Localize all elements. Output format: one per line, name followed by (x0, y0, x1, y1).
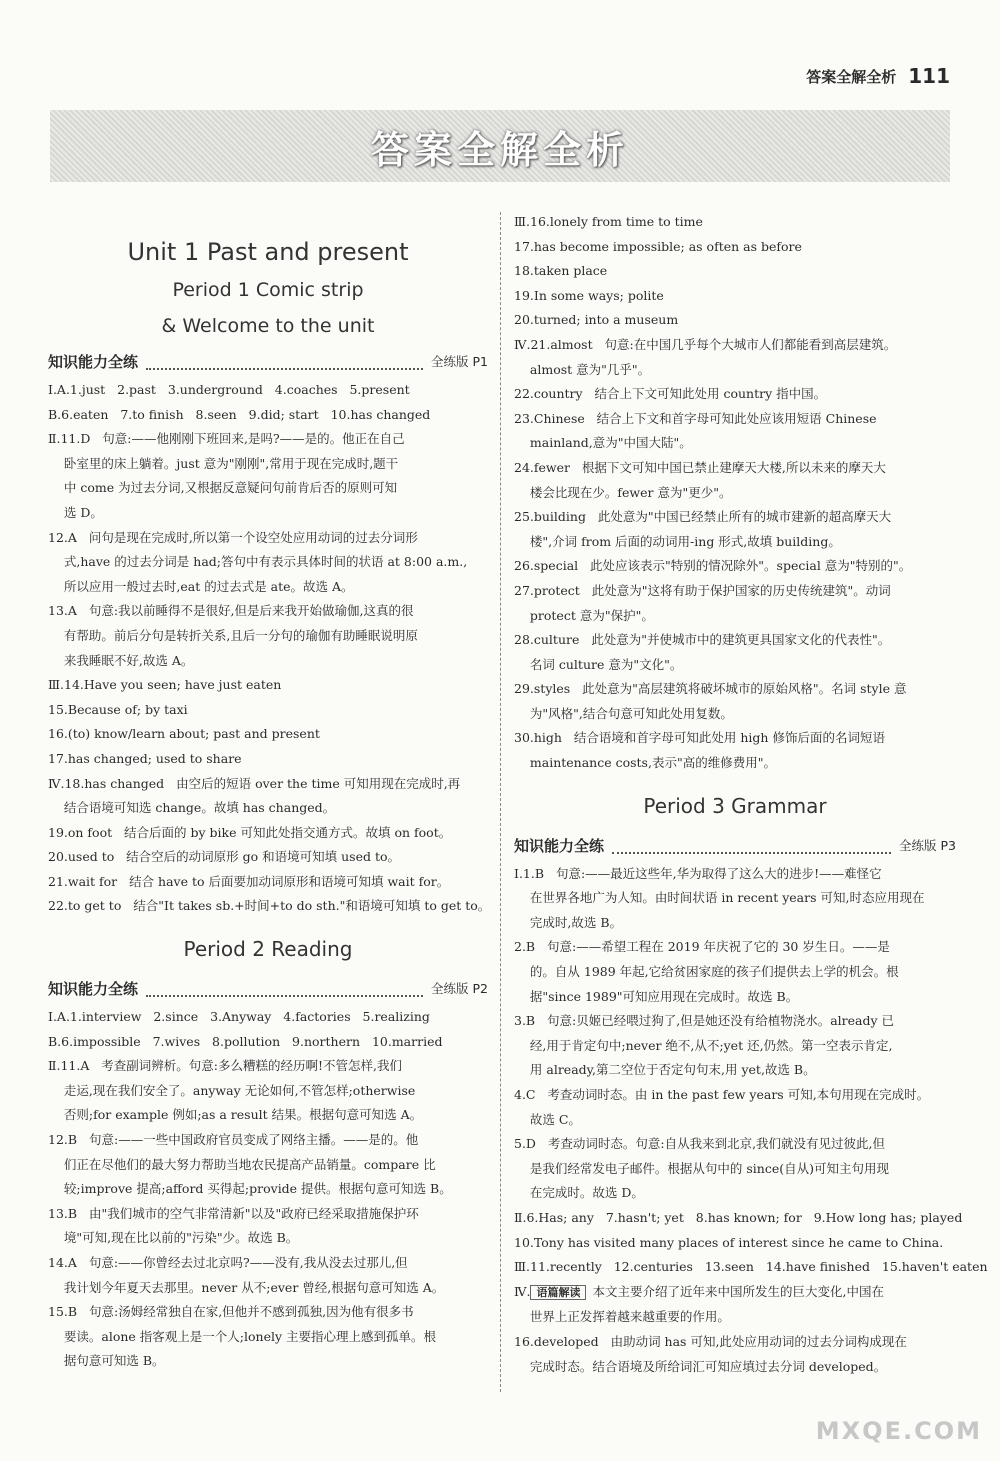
section-ref: 全练版 P1 (431, 354, 488, 370)
answer-line: Ⅲ.14.Have you seen; have just eaten (48, 677, 282, 693)
period3-title: Period 3 Grammar (643, 793, 827, 818)
answer-line: 来我睡眠不好,故选 A。 (48, 652, 194, 668)
answer-line: Ⅱ.6.Has; any 7.hasn't; yet 8.has known; for 9.How long has; played (514, 1209, 963, 1225)
answer-line: 26.special 此处应该表示"特别的情况除外"。special 意为"特别的"。 (514, 558, 912, 574)
answer-line: 在完成时。故选 D。 (514, 1185, 644, 1201)
answer-line: 式,have 的过去分词是 had;答句中有表示具体时间的状语 at 8:00 a.m., (48, 554, 468, 570)
answer-line: Ⅰ.A.1.just 2.past 3.underground 4.coaches 5.present (48, 382, 410, 397)
answer-line: 14.A 句意:——你曾经去过北京吗?——没有,我从没去过那儿,但 (48, 1255, 408, 1270)
answer-line: Ⅱ.11.A 考查副词辨析。句意:多么糟糕的经历啊!不管怎样,我们 (48, 1058, 403, 1074)
leader-dots (612, 852, 891, 854)
answer-line: 们正在尽他们的最大努力帮助当地农民提高产品销量。compare 比 (48, 1156, 436, 1172)
answer-line: 是我们经常发电子邮件。根据从句中的 since(自从)可知主句用现 (514, 1160, 889, 1176)
answer-line: 完成时态。结合语境及所给词汇可知应填过去分词 developed。 (514, 1358, 887, 1374)
answer-line: 21.wait for 结合 have to 后面要加动词原形和语境可知填 wait for。 (48, 873, 450, 889)
answer-line: 15.Because of; by taxi (48, 701, 188, 717)
answer-line: 5.D 考查动词时态。句意:自从我来到北京,我们就没有见过彼此,但 (514, 1136, 886, 1152)
answer-line: 楼",介词 from 后面的动词用-ing 形式,故填 building。 (514, 533, 841, 549)
period2-title: Period 2 Reading (183, 937, 353, 962)
leader-dots (146, 368, 423, 370)
reading-tag: 语篇解读 (530, 1285, 586, 1300)
page-number: 111 (908, 64, 950, 88)
answer-line: protect 意为"保护"。 (514, 607, 654, 623)
answer-line: 17.has changed; used to share (48, 750, 242, 766)
answer-line: Ⅳ.18.has changed 由空后的短语 over the time 可知用现在完成时,再 (48, 775, 461, 791)
answer-line: 境"可知,现在比以前的"污染"少。故选 B。 (48, 1230, 299, 1246)
answer-line: 25.building 此处意为"中国已经禁止所有的城市建新的超高摩天大 (514, 509, 892, 525)
section-header (48, 976, 488, 1002)
answer-line: 所以应用一般过去时,eat 的过去式是 ate。故选 A。 (48, 578, 354, 594)
answer-line: 3.B 句意:贝姬已经喂过狗了,但是她还没有给植物浇水。already 已 (514, 1013, 895, 1029)
answer-line: 13.A 句意:我以前睡得不是很好,但是后来我开始做瑜伽,这真的很 (48, 603, 414, 619)
answer-line: 30.high 结合语境和首字母可知此处用 high 修饰后面的名词短语 (514, 730, 885, 746)
answer-line: 用 already,第二空位于否定句句末,用 yet,故选 B。 (514, 1062, 816, 1078)
section-header (48, 349, 488, 375)
answer-line: 17.has become impossible; as often as before (514, 238, 802, 254)
answer-line: 4.C 考查动词时态。由 in the past few years 可知,本句用现在完成时。 (514, 1087, 930, 1102)
answer-line: 在世界各地广为人知。由时间状语 in recent years 可知,时态应用现在 (514, 890, 925, 906)
answer-list-p1 (48, 378, 491, 919)
answer-line: Ⅰ.A.1.interview 2.since 3.Anyway 4.factories 5.realizing (48, 1009, 430, 1025)
answer-line: 16.developed 由助动词 has 可知,此处应用动词的过去分词构成现在 (514, 1333, 907, 1349)
leader-dots (146, 995, 423, 997)
answer-line: 16.(to) know/learn about; past and present (48, 726, 320, 742)
answer-line: 23.Chinese 结合上下文和首字母可知此处应该用短语 Chinese (514, 410, 877, 426)
answer-line: 19.In some ways; polite (514, 287, 664, 303)
answer-line: Ⅱ.11.D 句意:——他刚刚下班回来,是吗?——是的。他正在自己 (48, 431, 405, 447)
left-column (48, 210, 491, 1374)
answer-line: 12.A 问句是现在完成时,所以第一个设空处应用动词的过去分词形 (48, 529, 418, 545)
answer-line: maintenance costs,表示"高的维修费用"。 (514, 755, 776, 771)
answer-line: 较;improve 提高;afford 买得起;provide 提供。根据句意可知选 B。 (48, 1181, 452, 1197)
answer-line: 选 D。 (48, 504, 103, 520)
answer-line: 结合语境可知选 change。故填 has changed。 (48, 800, 336, 816)
banner-title: 答案全解全析 (370, 127, 629, 172)
section-label: 知识能力全练 (514, 837, 605, 856)
answer-line: 19.on foot 结合后面的 by bike 可知此处指交通方式。故填 on foot。 (48, 824, 452, 840)
title-banner (50, 110, 950, 182)
unit-title: Unit 1 Past and present (127, 238, 409, 266)
answer-line: mainland,意为"中国大陆"。 (514, 435, 692, 451)
answer-line: 27.protect 此处意为"这将有助于保护国家的历史传统建筑"。动词 (514, 582, 891, 598)
answer-list-p3-tail (514, 1330, 956, 1379)
answer-line: 卧室里的床上躺着。just 意为"刚刚",常用于现在完成时,题干 (48, 455, 399, 471)
section-ref: 全练版 P2 (431, 981, 488, 997)
answer-line: 楼会比现在少。fewer 意为"更少"。 (514, 484, 732, 500)
right-column (514, 210, 988, 1379)
answer-line: 10.Tony has visited many places of interest since he came to China. (514, 1234, 944, 1250)
answer-line: 20.turned; into a museum (514, 312, 679, 328)
answer-line: 的。自从 1989 年起,它给贫困家庭的孩子们提供去上学的机会。根 (514, 964, 899, 980)
answer-line: 中 come 为过去分词,又根据反意疑问句前肯后否的原则可知 (48, 480, 398, 496)
section-label: 知识能力全练 (48, 980, 139, 999)
answer-line: 否则;for example 例如;as a result 结果。根据句意可知选 A。 (48, 1107, 423, 1123)
reading-text: 本文主要介绍了近年来中国所发生的巨大变化,中国在 (592, 1283, 884, 1299)
answer-line: 经,用于肯定句中;never 绝不,从不;yet 还,仍然。第一空表示肯定, (514, 1037, 893, 1053)
answer-line: B.6.impossible 7.wives 8.pollution 9.northern 10.married (48, 1033, 443, 1049)
answer-line: 走运,现在我们安全了。anyway 无论如何,不管怎样;otherwise (48, 1082, 416, 1098)
answer-list-p2-cont (514, 210, 956, 776)
reading-prefix: Ⅳ. (514, 1283, 531, 1299)
answer-line: 28.culture 此处意为"并使城市中的建筑更具国家文化的代表性"。 (514, 632, 891, 648)
answer-list-p2 (48, 1005, 488, 1374)
answer-line: Ⅰ.1.B 句意:——最近这些年,华为取得了这么大的进步!——难怪它 (514, 865, 882, 881)
answer-line: 15.B 句意:汤姆经常独自在家,但他并不感到孤独,因为他有很多书 (48, 1304, 414, 1320)
answer-line: Ⅲ.16.lonely from time to time (514, 214, 703, 229)
answer-line: 22.country 结合上下文可知此处用 country 指中国。 (514, 386, 827, 402)
answer-line: almost 意为"几乎"。 (514, 361, 651, 377)
answer-list-p3 (514, 862, 988, 1280)
answer-line: 20.used to 结合空后的动词原形 go 和语境可知填 used to。 (48, 849, 401, 865)
column-divider (500, 212, 501, 1392)
answer-line: 据句意可知选 B。 (48, 1353, 165, 1369)
answer-line: 13.B 由"我们城市的空气非常清新"以及"政府已经采取措施保护环 (48, 1205, 419, 1221)
answer-line: 有帮助。前后分句是转折关系,且后一分句的瑜伽有助睡眠说明原 (48, 627, 418, 643)
section-ref: 全练版 P3 (899, 838, 956, 854)
answer-line: Ⅳ.21.almost 句意:在中国几乎每个大城市人们都能看到高层建筑。 (514, 336, 897, 352)
answer-line: 名词 culture 意为"文化"。 (514, 656, 683, 672)
answer-line: 12.B 句意:——一些中国政府官员变成了网络主播。——是的。他 (48, 1132, 419, 1148)
section-header (514, 833, 956, 859)
answer-line: 我计划今年夏天去那里。never 从不;ever 曾经,根据句意可知选 A。 (48, 1279, 445, 1295)
watermark: MXQE.COM (815, 1417, 982, 1445)
answer-line: 29.styles 此处意为"高层建筑将破坏城市的原始风格"。名词 style 意 (514, 681, 907, 697)
answer-line: Ⅲ.11.recently 12.centuries 13.seen 14.have finished 15.haven't eaten (514, 1259, 988, 1275)
page-header (806, 64, 950, 88)
period1-title: Period 1 Comic strip (172, 279, 364, 301)
answer-line: 22.to get to 结合"It takes sb.+时间+to do sth."和语境可知填 to get to。 (48, 898, 491, 914)
answer-line: 2.B 句意:——希望工程在 2019 年庆祝了它的 30 岁生日。——是 (514, 939, 890, 955)
answer-line: 故选 C。 (514, 1111, 581, 1127)
answer-line: 完成时,故选 B。 (514, 914, 623, 930)
period1-subtitle: & Welcome to the unit (161, 315, 375, 337)
answer-line: 要读。alone 指客观上是一个人;lonely 主要指心理上感到孤单。根 (48, 1328, 437, 1344)
answer-line: 据"since 1989"可知应用现在完成时。故选 B。 (514, 988, 799, 1004)
answer-line: 24.fewer 根据下文可知中国已禁止建摩天大楼,所以未来的摩天大 (514, 459, 886, 475)
reading-line (514, 1280, 956, 1306)
answer-line: B.6.eaten 7.to finish 8.seen 9.did; start 10.has changed (48, 406, 431, 422)
header-title: 答案全解全析 (806, 67, 897, 86)
section-label: 知识能力全练 (48, 353, 139, 372)
reading-line-2: 世界上正发挥着越来越重要的作用。 (514, 1309, 730, 1325)
answer-line: 18.taken place (514, 263, 608, 279)
answer-line: 为"风格",结合句意可知此处用复数。 (514, 705, 733, 721)
